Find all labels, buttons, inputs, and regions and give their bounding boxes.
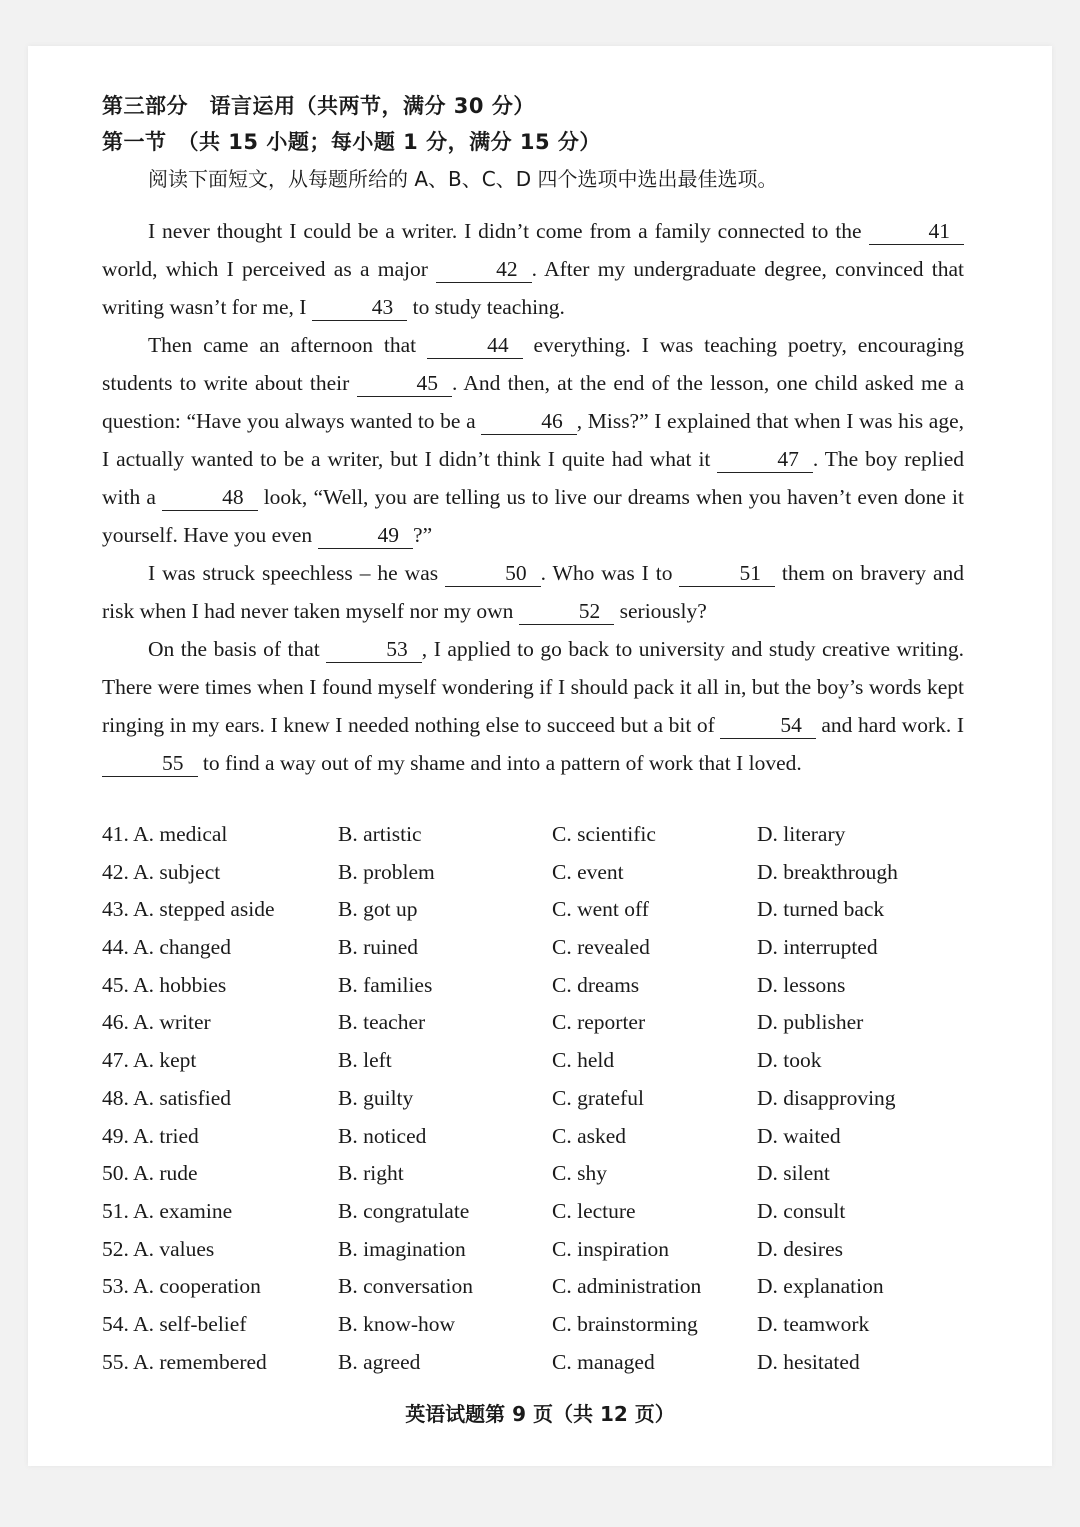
blank-50: 50 <box>445 560 541 587</box>
option-a: 48. A. satisfied <box>102 1085 231 1110</box>
blank-49: 49 <box>318 522 414 549</box>
option-a: 43. A. stepped aside <box>102 897 275 922</box>
passage-paragraph <box>102 630 964 782</box>
option-b: B. noticed <box>338 1123 427 1148</box>
passage-text: . Who was I to <box>540 561 680 585</box>
option-b: B. families <box>338 972 433 997</box>
option-b: B. teacher <box>338 1010 426 1035</box>
option-row <box>102 1080 962 1118</box>
option-c: C. lecture <box>552 1198 636 1223</box>
passage-text: . And then, at the end of the lesson, one child asked me a question: “Have you always wanted to be a <box>102 371 964 433</box>
option-d: D. silent <box>757 1161 830 1186</box>
passage-paragraph <box>102 554 964 630</box>
option-a: 47. A. kept <box>102 1048 197 1073</box>
option-row <box>102 1155 962 1193</box>
blank-54: 54 <box>720 712 816 739</box>
option-b: B. ruined <box>338 935 419 960</box>
passage-text: to find a way out of my shame and into a pattern of work that I loved. <box>197 751 802 775</box>
option-row <box>102 1193 962 1231</box>
option-d: D. desires <box>757 1236 843 1261</box>
option-row <box>102 816 962 854</box>
passage-text: I was struck speechless – he was <box>148 561 446 585</box>
option-row <box>102 1306 962 1344</box>
option-a: 54. A. self-belief <box>102 1311 247 1336</box>
option-b: B. problem <box>338 859 435 884</box>
option-b: B. know-how <box>338 1311 456 1336</box>
option-b: B. left <box>338 1048 392 1073</box>
option-row <box>102 1042 962 1080</box>
option-d: D. turned back <box>757 897 885 922</box>
part-title: 第三部分 语言运用（共两节，满分 30 分） <box>102 94 535 118</box>
option-b: B. conversation <box>338 1274 473 1299</box>
option-b: B. guilty <box>338 1085 414 1110</box>
passage-text: I never thought I could be a writer. I didn’t come from a family connected to the <box>148 219 869 243</box>
option-d: D. breakthrough <box>757 859 898 884</box>
option-d: D. hesitated <box>757 1349 860 1374</box>
option-a: 45. A. hobbies <box>102 972 227 997</box>
option-a: 49. A. tried <box>102 1123 199 1148</box>
option-b: B. congratulate <box>338 1198 470 1223</box>
option-c: C. grateful <box>552 1085 644 1110</box>
option-row <box>102 1231 962 1269</box>
option-c: C. revealed <box>552 935 650 960</box>
option-a: 46. A. writer <box>102 1010 211 1035</box>
option-c: C. managed <box>552 1349 655 1374</box>
blank-41: 41 <box>869 218 965 245</box>
option-row <box>102 854 962 892</box>
option-c: C. reporter <box>552 1010 646 1035</box>
blank-46: 46 <box>481 408 577 435</box>
option-d: D. publisher <box>757 1010 864 1035</box>
passage-text: and hard work. I <box>815 713 964 737</box>
blank-48: 48 <box>162 484 258 511</box>
option-c: C. inspiration <box>552 1236 670 1261</box>
option-c: C. went off <box>552 897 649 922</box>
option-c: C. brainstorming <box>552 1311 698 1336</box>
option-d: D. took <box>757 1048 822 1073</box>
passage-text: everything. I was teaching poetry, encouraging students to write about their <box>102 333 964 395</box>
option-a: 52. A. values <box>102 1236 215 1261</box>
passage-text: them on bravery and risk when I had never taken myself nor my own <box>102 561 964 623</box>
passage-text: Then came an afternoon that <box>148 333 428 357</box>
option-b: B. got up <box>338 897 418 922</box>
passage-text: ?” <box>413 523 433 547</box>
passage-text: look, “Well, you are telling us to live our dreams when you haven’t even done it yourself. Have you even <box>102 485 964 547</box>
option-d: D. consult <box>757 1198 846 1223</box>
section-title: 第一节 （共 15 小题；每小题 1 分，满分 15 分） <box>102 130 601 154</box>
option-a: 41. A. medical <box>102 822 228 846</box>
option-a: 44. A. changed <box>102 935 231 960</box>
option-row <box>102 891 962 929</box>
option-row <box>102 929 962 967</box>
blank-43: 43 <box>312 294 408 321</box>
option-a: 42. A. subject <box>102 859 221 884</box>
option-c: C. held <box>552 1048 615 1073</box>
option-row <box>102 1344 962 1382</box>
option-b: B. artistic <box>338 822 422 846</box>
option-row <box>102 967 962 1005</box>
cloze-passage <box>102 212 964 782</box>
option-a: 50. A. rude <box>102 1161 198 1186</box>
blank-42: 42 <box>436 256 532 283</box>
option-row <box>102 1118 962 1156</box>
option-d: D. disapproving <box>757 1085 896 1110</box>
answer-options <box>102 816 962 1381</box>
option-d: D. literary <box>757 822 846 846</box>
option-a: 55. A. remembered <box>102 1349 267 1374</box>
passage-paragraph <box>102 212 964 326</box>
option-b: B. right <box>338 1161 404 1186</box>
blank-52: 52 <box>519 598 615 625</box>
passage-text: On the basis of that <box>148 637 327 661</box>
passage-text: to study teaching. <box>407 295 565 319</box>
option-c: C. event <box>552 859 624 884</box>
passage-text: seriously? <box>614 599 707 623</box>
passage-paragraph <box>102 326 964 554</box>
option-c: C. shy <box>552 1161 607 1186</box>
blank-53: 53 <box>326 636 422 663</box>
passage-text: , I applied to go back to university and study creative writing. There were times when I found myself wondering if I should pack it all in, but the boy’s words kept ringing in my ears. I knew I needed nothing else to succeed but a bit of <box>102 637 964 737</box>
option-d: D. interrupted <box>757 935 878 960</box>
page-footer: 英语试题第 9 页（共 12 页） <box>405 1402 675 1426</box>
option-c: C. administration <box>552 1274 702 1299</box>
blank-55: 55 <box>102 750 198 777</box>
blank-44: 44 <box>427 332 523 359</box>
option-c: C. dreams <box>552 972 640 997</box>
passage-text: . The boy replied with a <box>102 447 964 509</box>
option-b: B. imagination <box>338 1236 466 1261</box>
passage-text: world, which I perceived as a major <box>102 257 437 281</box>
blank-51: 51 <box>679 560 775 587</box>
option-c: C. scientific <box>552 822 656 846</box>
option-d: D. explanation <box>757 1274 884 1299</box>
instruction-text: 阅读下面短文，从每题所给的 A、B、C、D 四个选项中选出最佳选项。 <box>148 167 778 191</box>
option-c: C. asked <box>552 1123 627 1148</box>
option-row <box>102 1268 962 1306</box>
option-b: B. agreed <box>338 1349 421 1374</box>
option-d: D. waited <box>757 1123 841 1148</box>
option-row <box>102 1004 962 1042</box>
blank-47: 47 <box>717 446 813 473</box>
blank-45: 45 <box>357 370 453 397</box>
passage-text: , Miss?” I explained that when I was his age, I actually wanted to be a writer, but I didn’t think I quite had what it <box>102 409 964 471</box>
option-d: D. lessons <box>757 972 846 997</box>
passage-text: . After my undergraduate degree, convinced that writing wasn’t for me, I <box>102 257 964 319</box>
option-d: D. teamwork <box>757 1311 870 1336</box>
option-a: 53. A. cooperation <box>102 1274 261 1299</box>
option-a: 51. A. examine <box>102 1198 233 1223</box>
